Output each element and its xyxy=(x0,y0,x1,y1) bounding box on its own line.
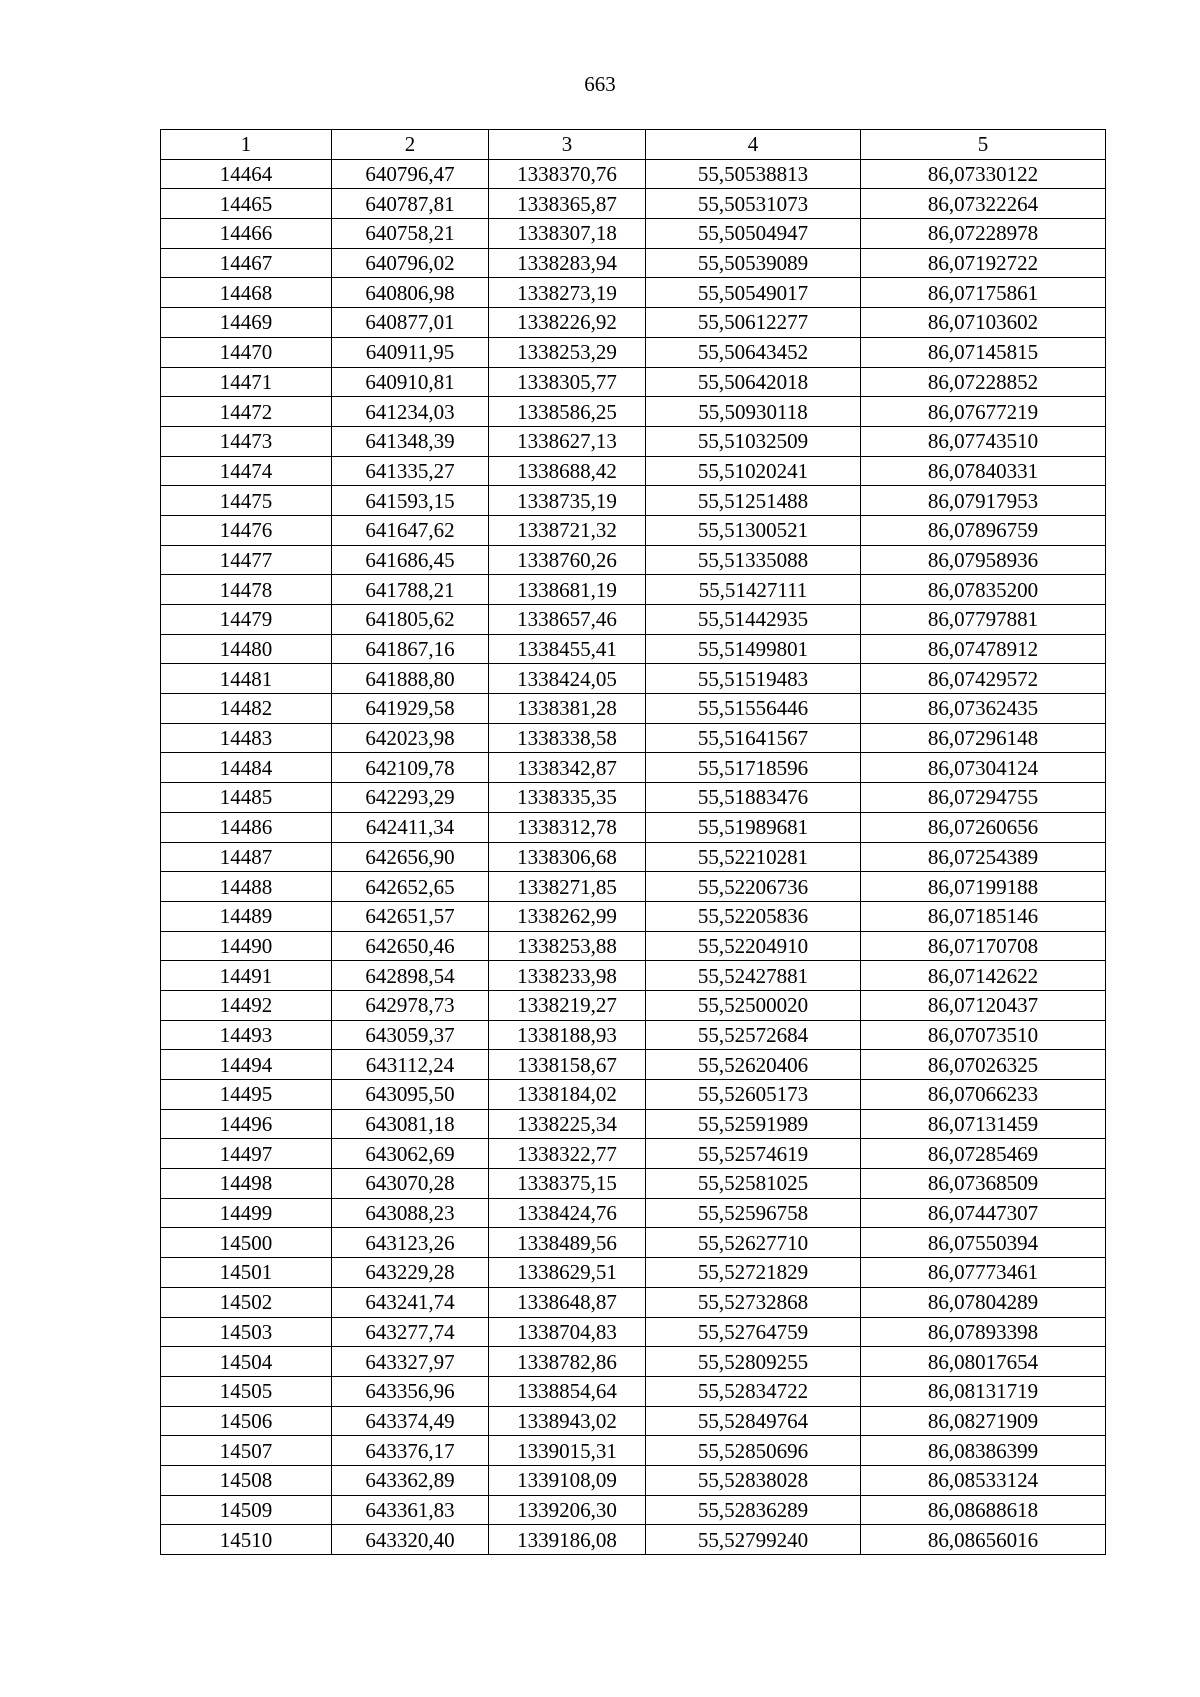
y-coordinate-cell: 1338586,25 xyxy=(489,397,646,427)
table-row xyxy=(161,605,1106,635)
y-coordinate-cell: 1338648,87 xyxy=(489,1287,646,1317)
table-row xyxy=(161,872,1106,902)
point-number-cell: 14487 xyxy=(161,842,332,872)
longitude-cell: 86,07073510 xyxy=(861,1020,1106,1050)
latitude-cell: 55,51442935 xyxy=(646,605,861,635)
x-coordinate-cell: 641805,62 xyxy=(332,605,489,635)
point-number-cell: 14473 xyxy=(161,426,332,456)
latitude-cell: 55,50642018 xyxy=(646,367,861,397)
latitude-cell: 55,51989681 xyxy=(646,812,861,842)
point-number-cell: 14502 xyxy=(161,1287,332,1317)
table-row xyxy=(161,515,1106,545)
table-row xyxy=(161,545,1106,575)
y-coordinate-cell: 1338424,05 xyxy=(489,664,646,694)
longitude-cell: 86,07743510 xyxy=(861,426,1106,456)
column-header-1: 1 xyxy=(161,130,332,160)
latitude-cell: 55,50549017 xyxy=(646,278,861,308)
table-header xyxy=(161,130,1106,160)
table-row xyxy=(161,753,1106,783)
table-row xyxy=(161,248,1106,278)
table-row xyxy=(161,486,1106,516)
table-row xyxy=(161,575,1106,605)
y-coordinate-cell: 1338312,78 xyxy=(489,812,646,842)
point-number-cell: 14468 xyxy=(161,278,332,308)
longitude-cell: 86,07192722 xyxy=(861,248,1106,278)
y-coordinate-cell: 1339108,09 xyxy=(489,1465,646,1495)
point-number-cell: 14484 xyxy=(161,753,332,783)
latitude-cell: 55,52210281 xyxy=(646,842,861,872)
table-body xyxy=(161,159,1106,1554)
x-coordinate-cell: 640796,47 xyxy=(332,159,489,189)
point-number-cell: 14469 xyxy=(161,308,332,338)
longitude-cell: 86,07677219 xyxy=(861,397,1106,427)
x-coordinate-cell: 640911,95 xyxy=(332,337,489,367)
y-coordinate-cell: 1338854,64 xyxy=(489,1376,646,1406)
point-number-cell: 14488 xyxy=(161,872,332,902)
latitude-cell: 55,51032509 xyxy=(646,426,861,456)
table-row xyxy=(161,1050,1106,1080)
point-number-cell: 14493 xyxy=(161,1020,332,1050)
table-row xyxy=(161,1525,1106,1555)
latitude-cell: 55,52204910 xyxy=(646,931,861,961)
x-coordinate-cell: 641234,03 xyxy=(332,397,489,427)
latitude-cell: 55,52627710 xyxy=(646,1228,861,1258)
latitude-cell: 55,52500020 xyxy=(646,990,861,1020)
latitude-cell: 55,52850696 xyxy=(646,1436,861,1466)
x-coordinate-cell: 643241,74 xyxy=(332,1287,489,1317)
point-number-cell: 14507 xyxy=(161,1436,332,1466)
point-number-cell: 14486 xyxy=(161,812,332,842)
latitude-cell: 55,50930118 xyxy=(646,397,861,427)
longitude-cell: 86,08386399 xyxy=(861,1436,1106,1466)
x-coordinate-cell: 640796,02 xyxy=(332,248,489,278)
latitude-cell: 55,51883476 xyxy=(646,783,861,813)
longitude-cell: 86,07362435 xyxy=(861,694,1106,724)
y-coordinate-cell: 1338760,26 xyxy=(489,545,646,575)
table-row xyxy=(161,189,1106,219)
longitude-cell: 86,07254389 xyxy=(861,842,1106,872)
table-row xyxy=(161,664,1106,694)
longitude-cell: 86,07958936 xyxy=(861,545,1106,575)
latitude-cell: 55,52721829 xyxy=(646,1258,861,1288)
latitude-cell: 55,52591989 xyxy=(646,1109,861,1139)
latitude-cell: 55,50612277 xyxy=(646,308,861,338)
y-coordinate-cell: 1338688,42 xyxy=(489,456,646,486)
y-coordinate-cell: 1339206,30 xyxy=(489,1495,646,1525)
point-number-cell: 14506 xyxy=(161,1406,332,1436)
latitude-cell: 55,51300521 xyxy=(646,515,861,545)
longitude-cell: 86,08656016 xyxy=(861,1525,1106,1555)
column-header-2: 2 xyxy=(332,130,489,160)
point-number-cell: 14503 xyxy=(161,1317,332,1347)
x-coordinate-cell: 643362,89 xyxy=(332,1465,489,1495)
x-coordinate-cell: 643277,74 xyxy=(332,1317,489,1347)
point-number-cell: 14500 xyxy=(161,1228,332,1258)
point-number-cell: 14494 xyxy=(161,1050,332,1080)
table-row xyxy=(161,426,1106,456)
longitude-cell: 86,07322264 xyxy=(861,189,1106,219)
table-row xyxy=(161,1258,1106,1288)
x-coordinate-cell: 643361,83 xyxy=(332,1495,489,1525)
table-row xyxy=(161,812,1106,842)
table-row xyxy=(161,961,1106,991)
latitude-cell: 55,52605173 xyxy=(646,1080,861,1110)
y-coordinate-cell: 1338188,93 xyxy=(489,1020,646,1050)
latitude-cell: 55,52764759 xyxy=(646,1317,861,1347)
y-coordinate-cell: 1338721,32 xyxy=(489,515,646,545)
longitude-cell: 86,07550394 xyxy=(861,1228,1106,1258)
coordinates-table xyxy=(160,129,1106,1555)
column-header-4: 4 xyxy=(646,130,861,160)
longitude-cell: 86,07142622 xyxy=(861,961,1106,991)
point-number-cell: 14477 xyxy=(161,545,332,575)
table-row xyxy=(161,901,1106,931)
table-row xyxy=(161,1347,1106,1377)
longitude-cell: 86,08271909 xyxy=(861,1406,1106,1436)
x-coordinate-cell: 643070,28 xyxy=(332,1169,489,1199)
x-coordinate-cell: 642652,65 xyxy=(332,872,489,902)
longitude-cell: 86,08688618 xyxy=(861,1495,1106,1525)
point-number-cell: 14490 xyxy=(161,931,332,961)
y-coordinate-cell: 1338253,88 xyxy=(489,931,646,961)
table-row xyxy=(161,1139,1106,1169)
table-row xyxy=(161,367,1106,397)
latitude-cell: 55,51335088 xyxy=(646,545,861,575)
y-coordinate-cell: 1338283,94 xyxy=(489,248,646,278)
y-coordinate-cell: 1338370,76 xyxy=(489,159,646,189)
longitude-cell: 86,07026325 xyxy=(861,1050,1106,1080)
longitude-cell: 86,07145815 xyxy=(861,337,1106,367)
point-number-cell: 14479 xyxy=(161,605,332,635)
latitude-cell: 55,52596758 xyxy=(646,1198,861,1228)
table-row xyxy=(161,308,1106,338)
column-header-5: 5 xyxy=(861,130,1106,160)
table-row xyxy=(161,1020,1106,1050)
y-coordinate-cell: 1338322,77 xyxy=(489,1139,646,1169)
y-coordinate-cell: 1338219,27 xyxy=(489,990,646,1020)
x-coordinate-cell: 643062,69 xyxy=(332,1139,489,1169)
point-number-cell: 14492 xyxy=(161,990,332,1020)
y-coordinate-cell: 1338262,99 xyxy=(489,901,646,931)
longitude-cell: 86,07804289 xyxy=(861,1287,1106,1317)
point-number-cell: 14491 xyxy=(161,961,332,991)
x-coordinate-cell: 643356,96 xyxy=(332,1376,489,1406)
y-coordinate-cell: 1338342,87 xyxy=(489,753,646,783)
longitude-cell: 86,07893398 xyxy=(861,1317,1106,1347)
table-row xyxy=(161,1109,1106,1139)
point-number-cell: 14483 xyxy=(161,723,332,753)
table-row xyxy=(161,1376,1106,1406)
y-coordinate-cell: 1338629,51 xyxy=(489,1258,646,1288)
point-number-cell: 14482 xyxy=(161,694,332,724)
table-row xyxy=(161,1287,1106,1317)
y-coordinate-cell: 1338424,76 xyxy=(489,1198,646,1228)
longitude-cell: 86,07797881 xyxy=(861,605,1106,635)
longitude-cell: 86,07185146 xyxy=(861,901,1106,931)
latitude-cell: 55,52427881 xyxy=(646,961,861,991)
x-coordinate-cell: 642109,78 xyxy=(332,753,489,783)
point-number-cell: 14465 xyxy=(161,189,332,219)
longitude-cell: 86,07260656 xyxy=(861,812,1106,842)
y-coordinate-cell: 1338735,19 xyxy=(489,486,646,516)
longitude-cell: 86,07103602 xyxy=(861,308,1106,338)
y-coordinate-cell: 1338782,86 xyxy=(489,1347,646,1377)
x-coordinate-cell: 641788,21 xyxy=(332,575,489,605)
y-coordinate-cell: 1338273,19 xyxy=(489,278,646,308)
header-row xyxy=(161,130,1106,160)
x-coordinate-cell: 642651,57 xyxy=(332,901,489,931)
y-coordinate-cell: 1338271,85 xyxy=(489,872,646,902)
table-row xyxy=(161,219,1106,249)
point-number-cell: 14464 xyxy=(161,159,332,189)
latitude-cell: 55,52809255 xyxy=(646,1347,861,1377)
longitude-cell: 86,07840331 xyxy=(861,456,1106,486)
y-coordinate-cell: 1338338,58 xyxy=(489,723,646,753)
page-number: 663 xyxy=(584,72,616,96)
latitude-cell: 55,51020241 xyxy=(646,456,861,486)
y-coordinate-cell: 1338306,68 xyxy=(489,842,646,872)
table-row xyxy=(161,1495,1106,1525)
x-coordinate-cell: 640877,01 xyxy=(332,308,489,338)
point-number-cell: 14481 xyxy=(161,664,332,694)
x-coordinate-cell: 642656,90 xyxy=(332,842,489,872)
y-coordinate-cell: 1338381,28 xyxy=(489,694,646,724)
point-number-cell: 14504 xyxy=(161,1347,332,1377)
x-coordinate-cell: 641888,80 xyxy=(332,664,489,694)
latitude-cell: 55,51718596 xyxy=(646,753,861,783)
point-number-cell: 14475 xyxy=(161,486,332,516)
latitude-cell: 55,51499801 xyxy=(646,634,861,664)
x-coordinate-cell: 643374,49 xyxy=(332,1406,489,1436)
x-coordinate-cell: 643112,24 xyxy=(332,1050,489,1080)
longitude-cell: 86,07478912 xyxy=(861,634,1106,664)
x-coordinate-cell: 643095,50 xyxy=(332,1080,489,1110)
y-coordinate-cell: 1338365,87 xyxy=(489,189,646,219)
point-number-cell: 14476 xyxy=(161,515,332,545)
x-coordinate-cell: 642293,29 xyxy=(332,783,489,813)
latitude-cell: 55,52799240 xyxy=(646,1525,861,1555)
x-coordinate-cell: 640806,98 xyxy=(332,278,489,308)
x-coordinate-cell: 641348,39 xyxy=(332,426,489,456)
point-number-cell: 14505 xyxy=(161,1376,332,1406)
longitude-cell: 86,08533124 xyxy=(861,1465,1106,1495)
y-coordinate-cell: 1338375,15 xyxy=(489,1169,646,1199)
table-row xyxy=(161,634,1106,664)
point-number-cell: 14470 xyxy=(161,337,332,367)
x-coordinate-cell: 641686,45 xyxy=(332,545,489,575)
y-coordinate-cell: 1338489,56 xyxy=(489,1228,646,1258)
y-coordinate-cell: 1339186,08 xyxy=(489,1525,646,1555)
x-coordinate-cell: 641929,58 xyxy=(332,694,489,724)
table-row xyxy=(161,1080,1106,1110)
x-coordinate-cell: 643081,18 xyxy=(332,1109,489,1139)
y-coordinate-cell: 1338184,02 xyxy=(489,1080,646,1110)
x-coordinate-cell: 640910,81 xyxy=(332,367,489,397)
point-number-cell: 14501 xyxy=(161,1258,332,1288)
point-number-cell: 14489 xyxy=(161,901,332,931)
table-row xyxy=(161,931,1106,961)
x-coordinate-cell: 642411,34 xyxy=(332,812,489,842)
longitude-cell: 86,08131719 xyxy=(861,1376,1106,1406)
table-row xyxy=(161,1169,1106,1199)
latitude-cell: 55,52581025 xyxy=(646,1169,861,1199)
longitude-cell: 86,07228852 xyxy=(861,367,1106,397)
latitude-cell: 55,52574619 xyxy=(646,1139,861,1169)
table-row xyxy=(161,1198,1106,1228)
table-row xyxy=(161,842,1106,872)
point-number-cell: 14495 xyxy=(161,1080,332,1110)
x-coordinate-cell: 640787,81 xyxy=(332,189,489,219)
longitude-cell: 86,07199188 xyxy=(861,872,1106,902)
y-coordinate-cell: 1338226,92 xyxy=(489,308,646,338)
y-coordinate-cell: 1338455,41 xyxy=(489,634,646,664)
point-number-cell: 14467 xyxy=(161,248,332,278)
longitude-cell: 86,07228978 xyxy=(861,219,1106,249)
y-coordinate-cell: 1338704,83 xyxy=(489,1317,646,1347)
point-number-cell: 14472 xyxy=(161,397,332,427)
y-coordinate-cell: 1339015,31 xyxy=(489,1436,646,1466)
table-row xyxy=(161,337,1106,367)
x-coordinate-cell: 643229,28 xyxy=(332,1258,489,1288)
x-coordinate-cell: 641647,62 xyxy=(332,515,489,545)
x-coordinate-cell: 642023,98 xyxy=(332,723,489,753)
latitude-cell: 55,50643452 xyxy=(646,337,861,367)
longitude-cell: 86,07296148 xyxy=(861,723,1106,753)
table-row xyxy=(161,990,1106,1020)
latitude-cell: 55,52838028 xyxy=(646,1465,861,1495)
x-coordinate-cell: 641593,15 xyxy=(332,486,489,516)
y-coordinate-cell: 1338305,77 xyxy=(489,367,646,397)
x-coordinate-cell: 640758,21 xyxy=(332,219,489,249)
x-coordinate-cell: 643320,40 xyxy=(332,1525,489,1555)
latitude-cell: 55,51427111 xyxy=(646,575,861,605)
longitude-cell: 86,07304124 xyxy=(861,753,1106,783)
latitude-cell: 55,51641567 xyxy=(646,723,861,753)
y-coordinate-cell: 1338681,19 xyxy=(489,575,646,605)
longitude-cell: 86,07429572 xyxy=(861,664,1106,694)
longitude-cell: 86,07447307 xyxy=(861,1198,1106,1228)
y-coordinate-cell: 1338307,18 xyxy=(489,219,646,249)
point-number-cell: 14480 xyxy=(161,634,332,664)
longitude-cell: 86,07066233 xyxy=(861,1080,1106,1110)
point-number-cell: 14485 xyxy=(161,783,332,813)
x-coordinate-cell: 643059,37 xyxy=(332,1020,489,1050)
longitude-cell: 86,07170708 xyxy=(861,931,1106,961)
longitude-cell: 86,07773461 xyxy=(861,1258,1106,1288)
x-coordinate-cell: 641867,16 xyxy=(332,634,489,664)
latitude-cell: 55,50504947 xyxy=(646,219,861,249)
table-row xyxy=(161,1406,1106,1436)
point-number-cell: 14509 xyxy=(161,1495,332,1525)
longitude-cell: 86,07896759 xyxy=(861,515,1106,545)
point-number-cell: 14510 xyxy=(161,1525,332,1555)
longitude-cell: 86,07330122 xyxy=(861,159,1106,189)
x-coordinate-cell: 643376,17 xyxy=(332,1436,489,1466)
longitude-cell: 86,08017654 xyxy=(861,1347,1106,1377)
y-coordinate-cell: 1338158,67 xyxy=(489,1050,646,1080)
longitude-cell: 86,07835200 xyxy=(861,575,1106,605)
x-coordinate-cell: 641335,27 xyxy=(332,456,489,486)
y-coordinate-cell: 1338253,29 xyxy=(489,337,646,367)
x-coordinate-cell: 643327,97 xyxy=(332,1347,489,1377)
table-row xyxy=(161,783,1106,813)
latitude-cell: 55,50539089 xyxy=(646,248,861,278)
point-number-cell: 14471 xyxy=(161,367,332,397)
x-coordinate-cell: 643123,26 xyxy=(332,1228,489,1258)
latitude-cell: 55,52834722 xyxy=(646,1376,861,1406)
longitude-cell: 86,07917953 xyxy=(861,486,1106,516)
table-row xyxy=(161,1436,1106,1466)
point-number-cell: 14499 xyxy=(161,1198,332,1228)
y-coordinate-cell: 1338657,46 xyxy=(489,605,646,635)
table-row xyxy=(161,694,1106,724)
table-row xyxy=(161,159,1106,189)
table-row xyxy=(161,1465,1106,1495)
latitude-cell: 55,52205836 xyxy=(646,901,861,931)
column-header-3: 3 xyxy=(489,130,646,160)
table-row xyxy=(161,456,1106,486)
latitude-cell: 55,51519483 xyxy=(646,664,861,694)
x-coordinate-cell: 642978,73 xyxy=(332,990,489,1020)
longitude-cell: 86,07131459 xyxy=(861,1109,1106,1139)
x-coordinate-cell: 643088,23 xyxy=(332,1198,489,1228)
point-number-cell: 14466 xyxy=(161,219,332,249)
latitude-cell: 55,52732868 xyxy=(646,1287,861,1317)
point-number-cell: 14508 xyxy=(161,1465,332,1495)
longitude-cell: 86,07294755 xyxy=(861,783,1106,813)
longitude-cell: 86,07175861 xyxy=(861,278,1106,308)
latitude-cell: 55,50531073 xyxy=(646,189,861,219)
table-row xyxy=(161,723,1106,753)
latitude-cell: 55,52206736 xyxy=(646,872,861,902)
table-row xyxy=(161,1317,1106,1347)
y-coordinate-cell: 1338233,98 xyxy=(489,961,646,991)
point-number-cell: 14497 xyxy=(161,1139,332,1169)
point-number-cell: 14498 xyxy=(161,1169,332,1199)
latitude-cell: 55,52836289 xyxy=(646,1495,861,1525)
table-row xyxy=(161,397,1106,427)
longitude-cell: 86,07368509 xyxy=(861,1169,1106,1199)
x-coordinate-cell: 642898,54 xyxy=(332,961,489,991)
latitude-cell: 55,52572684 xyxy=(646,1020,861,1050)
y-coordinate-cell: 1338943,02 xyxy=(489,1406,646,1436)
latitude-cell: 55,51251488 xyxy=(646,486,861,516)
latitude-cell: 55,51556446 xyxy=(646,694,861,724)
longitude-cell: 86,07120437 xyxy=(861,990,1106,1020)
y-coordinate-cell: 1338335,35 xyxy=(489,783,646,813)
latitude-cell: 55,52620406 xyxy=(646,1050,861,1080)
point-number-cell: 14474 xyxy=(161,456,332,486)
y-coordinate-cell: 1338627,13 xyxy=(489,426,646,456)
x-coordinate-cell: 642650,46 xyxy=(332,931,489,961)
point-number-cell: 14496 xyxy=(161,1109,332,1139)
table-row xyxy=(161,278,1106,308)
y-coordinate-cell: 1338225,34 xyxy=(489,1109,646,1139)
latitude-cell: 55,52849764 xyxy=(646,1406,861,1436)
latitude-cell: 55,50538813 xyxy=(646,159,861,189)
point-number-cell: 14478 xyxy=(161,575,332,605)
longitude-cell: 86,07285469 xyxy=(861,1139,1106,1169)
table-row xyxy=(161,1228,1106,1258)
